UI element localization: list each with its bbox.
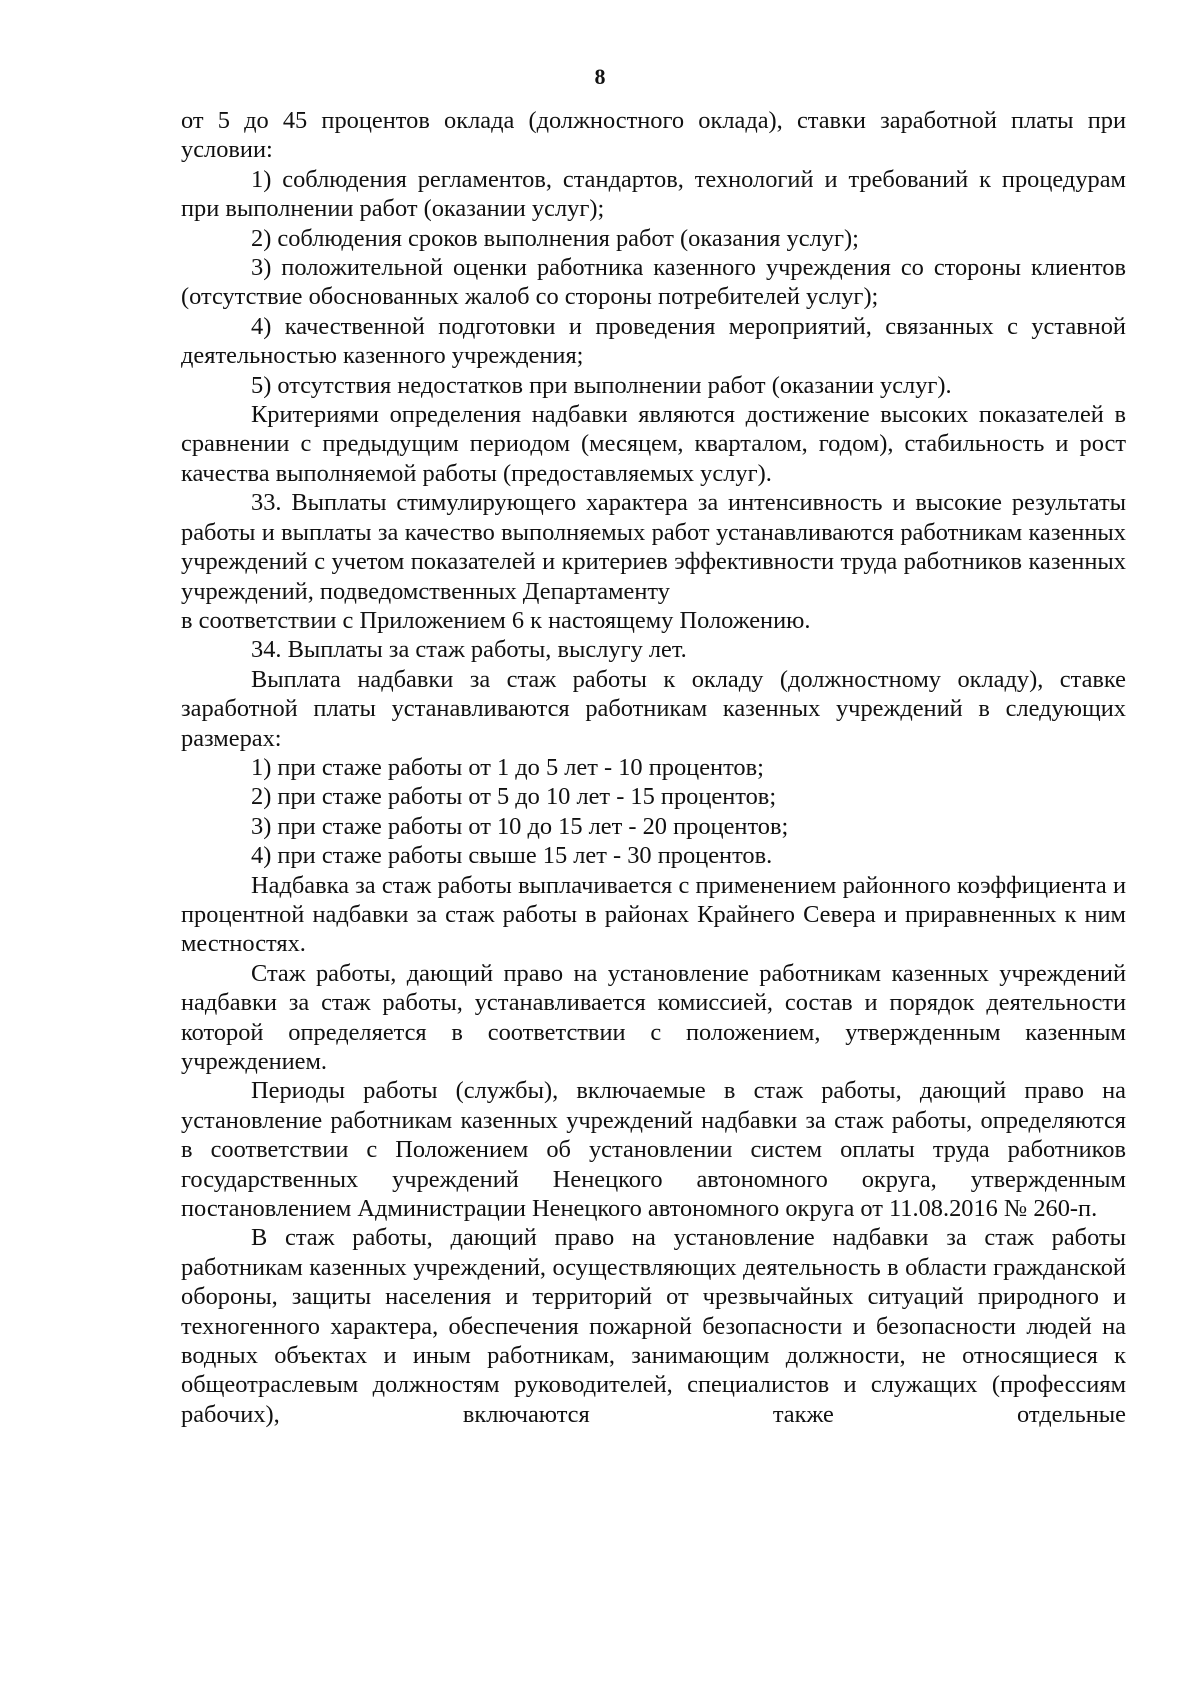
paragraph: Выплата надбавки за стаж работы к окладу (должностному окладу), ставке заработной платы устанавливаются работникам казенных учреждений в следующих размерах: — [181, 665, 1126, 752]
paragraph: 3) положительной оценки работника казенного учреждения со стороны клиентов (отсутствие обоснованных жалоб со стороны потребителей услуг); — [181, 254, 1126, 311]
page-number: 8 — [594, 64, 606, 89]
paragraph: Критериями определения надбавки являются достижение высоких показателей в сравнении с предыдущим периодом (месяцем, кварталом, годом), стабильность и рост качества выполняемой работы (предоставляемых услуг). — [181, 401, 1126, 487]
paragraph: 5) отсутствия недостатков при выполнении работ (оказании услуг). — [251, 371, 952, 399]
paragraph: 4) при стаже работы свыше 15 лет - 30 процентов. — [251, 842, 773, 870]
paragraph: 3) при стаже работы от 10 до 15 лет - 20 процентов; — [251, 812, 789, 840]
document-body — [181, 106, 1126, 1429]
paragraph: 34. Выплаты за стаж работы, выслугу лет. — [251, 636, 687, 664]
paragraph: 2) при стаже работы от 5 до 10 лет - 15 процентов; — [251, 783, 777, 811]
paragraph: 4) качественной подготовки и проведения мероприятий, связанных с уставной деятельностью казенного учреждения; — [181, 312, 1126, 370]
paragraph: 1) соблюдения регламентов, стандартов, технологий и требований к процедурам при выполнении работ (оказании услуг); — [181, 165, 1126, 223]
paragraph: 1) при стаже работы от 1 до 5 лет - 10 процентов; — [251, 753, 764, 781]
paragraph: в соответствии с Приложением 6 к настоящему Положению. — [181, 606, 811, 634]
paragraph: 2) соблюдения сроков выполнения работ (оказания услуг); — [251, 224, 859, 252]
paragraph: Надбавка за стаж работы выплачивается с применением районного коэффициента и процентной надбавки за стаж работы в районах Крайнего Севера и приравненных к ним местностях. — [181, 871, 1126, 958]
paragraph: Периоды работы (службы), включаемые в стаж работы, дающий право на установление работникам казенных учреждений надбавки за стаж работы, определяются в соответствии с Положением об установлении систем оплаты труда работников государственных учреждений Ненецкого автономного округа, утвержденным постановлением Администрации Ненецкого автономного округа от 11.08.2016 № 260-п. — [181, 1077, 1126, 1223]
paragraph: от 5 до 45 процентов оклада (должностного оклада), ставки заработной платы при условии: — [181, 107, 1126, 164]
paragraph: 33. Выплаты стимулирующего характера за интенсивность и высокие результаты работы и выплаты за качество выполняемых работ устанавливаются работникам казенных учреждений с учетом показателей и критериев эффективности труда работников казенных учреждений, подведомственных Департаменту — [181, 489, 1126, 605]
paragraph: Стаж работы, дающий право на установление работникам казенных учреждений надбавки за стаж работы, устанавливается комиссией, состав и порядок деятельности которой определяется в соответствии с положением, утвержденным казенным учреждением. — [181, 959, 1126, 1075]
paragraph: В стаж работы, дающий право на установление надбавки за стаж работы работникам казенных учреждений, осуществляющих деятельность в области гражданской обороны, защиты населения и территорий от чрезвычайных ситуаций природного и техногенного характера, обеспечения пожарной безопасности и безопасности людей на водных объектах и иным работникам, занимающим должности, не относящиеся к общеотраслевым должностям руководителей, специалистов и служащих (профессиям рабочих), включаются также отдельные — [181, 1224, 1126, 1428]
